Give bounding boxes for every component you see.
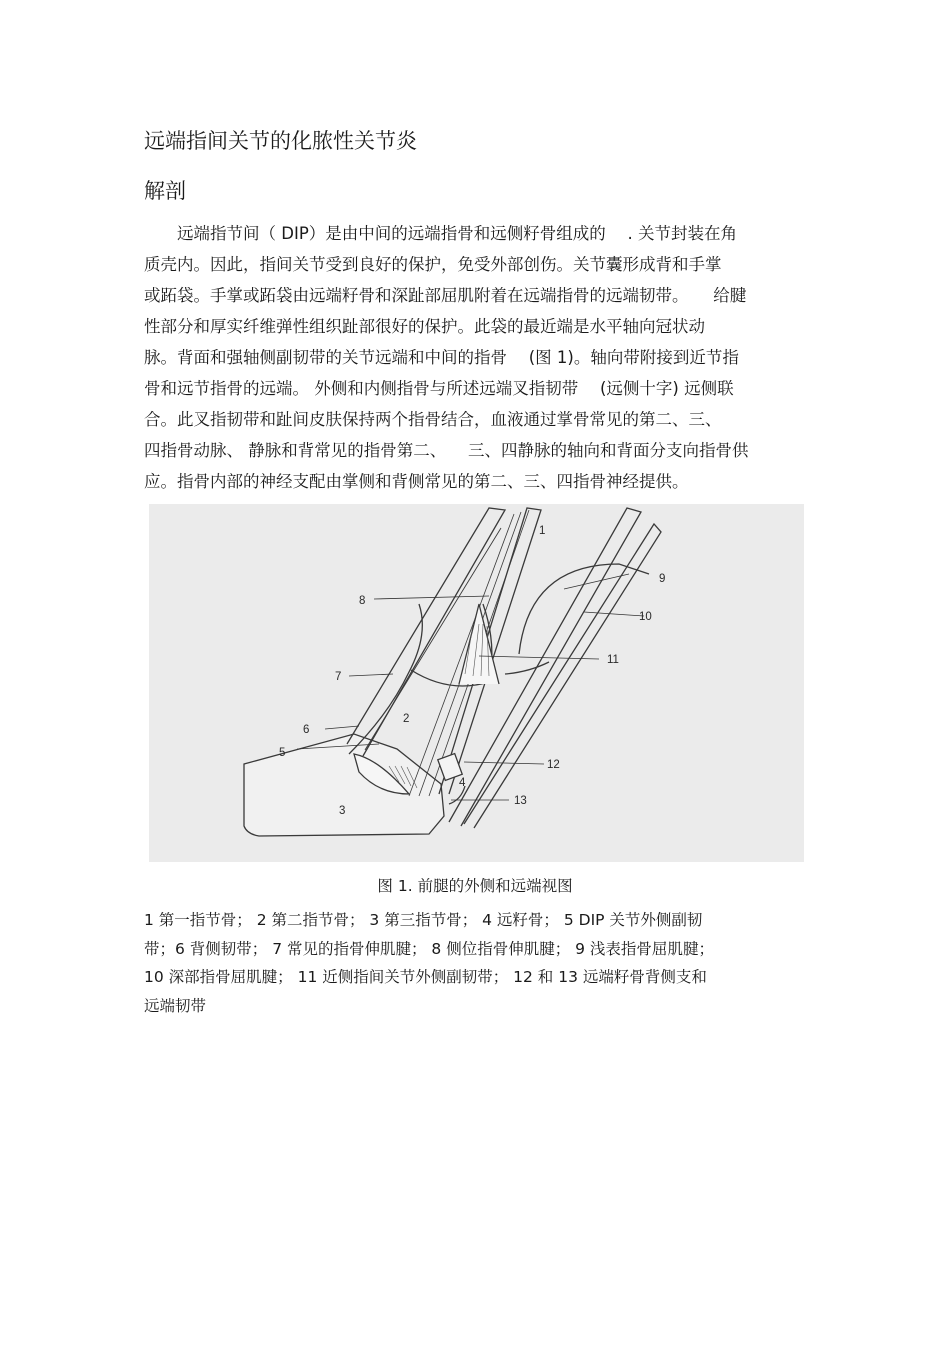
figure-label-6: 6 [303, 724, 310, 736]
figure-label-12: 12 [547, 759, 560, 771]
paragraph-line: 质壳内。因此，指间关节受到良好的保护，免受外部创伤。关节囊形成背和手掌 [144, 255, 722, 274]
figure-label-11: 11 [607, 654, 619, 666]
legend-line: 带；6 背侧韧带； 7 常见的指骨伸肌腱； 8 侧位指骨伸肌腱； 9 浅表指骨屈肌腱； [144, 939, 714, 958]
paragraph-line: 性部分和厚实纤维弹性组织趾部很好的保护。此袋的最近端是水平轴向冠状动 [144, 317, 705, 336]
legend-line: 1 第一指节骨； 2 第二指节骨； 3 第三指节骨； 4 远籽骨； 5 DIP 关节外侧副韧 [144, 911, 703, 929]
paragraph-line: 骨和远节指骨的远端。 外侧和内侧指骨与所述远端叉指韧带 (远侧十字) 远侧联 [144, 379, 734, 398]
figure-label-4: 4 [459, 777, 466, 789]
figure-label-10: 10 [639, 611, 652, 623]
figure-label-3: 3 [339, 805, 346, 817]
figure-label-5: 5 [279, 747, 286, 759]
paragraph-line: 远端指节间（ DIP）是由中间的远端指骨和远侧籽骨组成的 . 关节封装在角 [144, 224, 738, 243]
paragraph-line: 或跖袋。手掌或跖袋由远端籽骨和深趾部屈肌附着在远端指骨的远端韧带。 给腱 [144, 286, 747, 305]
figure-caption: 图 1. 前腿的外侧和远端视图 [377, 877, 573, 895]
anatomy-drawing [149, 504, 804, 862]
legend-line: 10 深部指骨屈肌腱； 11 近侧指间关节外侧副韧带； 12 和 13 远端籽骨背侧支和 [144, 968, 707, 986]
section-heading: 解剖 [144, 179, 186, 203]
paragraph-line: 四指骨动脉、 静脉和背常见的指骨第二、 三、四静脉的轴向和背面分支向指骨供 [144, 441, 749, 460]
figure-label-1: 1 [539, 525, 546, 537]
figure-label-2: 2 [403, 713, 410, 725]
legend-line: 远端韧带 [144, 996, 207, 1015]
paragraph-line: 脉。背面和强轴侧副韧带的关节远端和中间的指骨 (图 1)。轴向带附接到近节指 [144, 348, 739, 367]
document-title: 远端指间关节的化脓性关节炎 [144, 129, 417, 153]
figure-label-7: 7 [335, 671, 342, 683]
paragraph-line: 应。指骨内部的神经支配由掌侧和背侧常见的第二、三、四指骨神经提供。 [144, 472, 689, 491]
figure-label-13: 13 [514, 795, 527, 807]
figure-legend [144, 906, 806, 1020]
figure-label-9: 9 [659, 573, 666, 585]
body-paragraph [144, 218, 806, 497]
figure-label-8: 8 [359, 595, 366, 607]
paragraph-line: 合。此叉指韧带和趾间皮肤保持两个指骨结合，血液通过掌骨常见的第二、三、 [144, 410, 722, 429]
anatomy-figure [149, 504, 804, 862]
